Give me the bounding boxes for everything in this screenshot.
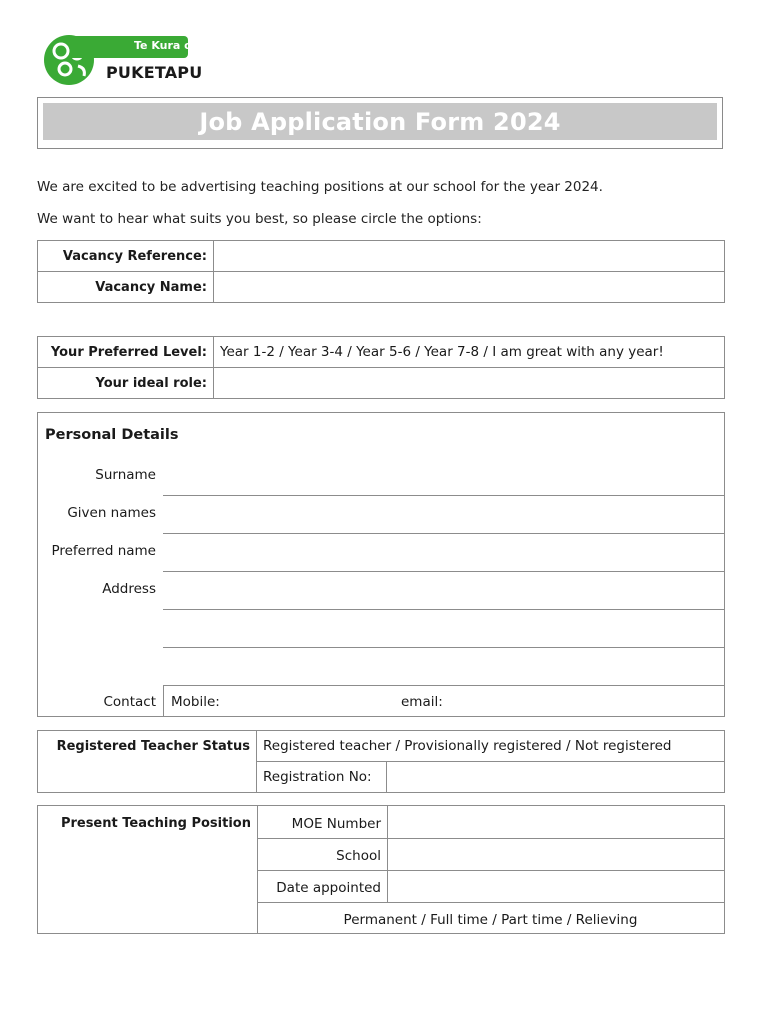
school-logo (42, 32, 203, 88)
row-divider-3 (257, 902, 724, 903)
date-appointed-label: Date appointed (276, 880, 381, 896)
ideal-role-field[interactable] (214, 368, 725, 399)
intro-line-1: We are excited to be advertising teaching positions at our school for the year 2024. (37, 179, 603, 195)
registration-status-label: Registered Teacher Status (38, 731, 257, 793)
logo-subtitle: Te Kura o (134, 39, 192, 52)
given-names-field[interactable] (163, 533, 724, 534)
mobile-label[interactable]: Mobile: (171, 694, 220, 710)
preferred-name-label: Preferred name (51, 543, 156, 559)
registration-table (37, 730, 725, 793)
school-field[interactable] (388, 839, 724, 870)
logo-name: PUKETAPU (106, 63, 203, 82)
preference-table (37, 336, 725, 399)
surname-field[interactable] (163, 495, 724, 496)
address-field-line-3[interactable] (163, 685, 724, 686)
preferred-level-label: Your Preferred Level: (38, 337, 214, 368)
contact-divider (163, 685, 164, 716)
title-banner (37, 97, 723, 149)
registration-number-field[interactable] (387, 762, 725, 793)
page-title: Job Application Form 2024 (199, 107, 561, 136)
personal-details-section (37, 412, 725, 717)
address-field-line-1[interactable] (163, 609, 724, 610)
present-position-label: Present Teaching Position (60, 816, 251, 831)
vacancy-table (37, 240, 725, 303)
preferred-name-field[interactable] (163, 571, 724, 572)
vacancy-reference-label: Vacancy Reference: (38, 241, 214, 272)
date-appointed-field[interactable] (388, 871, 724, 902)
address-label: Address (102, 581, 156, 597)
registration-number-label: Registration No: (257, 762, 387, 793)
school-label: School (336, 848, 381, 864)
vacancy-name-field[interactable] (214, 272, 725, 303)
surname-label: Surname (95, 467, 156, 483)
address-field-line-2[interactable] (163, 647, 724, 648)
intro-line-2: We want to hear what suits you best, so please circle the options: (37, 211, 482, 227)
preferred-level-options[interactable]: Year 1-2 / Year 3-4 / Year 5-6 / Year 7-8 / I am great with any year! (214, 337, 725, 368)
registration-status-options[interactable]: Registered teacher / Provisionally registered / Not registered (257, 731, 725, 762)
contact-label: Contact (103, 694, 156, 710)
moe-number-label: MOE Number (291, 816, 381, 832)
given-names-label: Given names (67, 505, 156, 521)
present-position-section (37, 805, 725, 934)
vacancy-name-label: Vacancy Name: (38, 272, 214, 303)
moe-number-field[interactable] (388, 807, 724, 838)
position-type-options[interactable]: Permanent / Full time / Part time / Relieving (343, 912, 638, 928)
vacancy-reference-field[interactable] (214, 241, 725, 272)
personal-details-heading: Personal Details (45, 427, 179, 443)
email-label[interactable]: email: (401, 694, 443, 710)
ideal-role-label: Your ideal role: (38, 368, 214, 399)
